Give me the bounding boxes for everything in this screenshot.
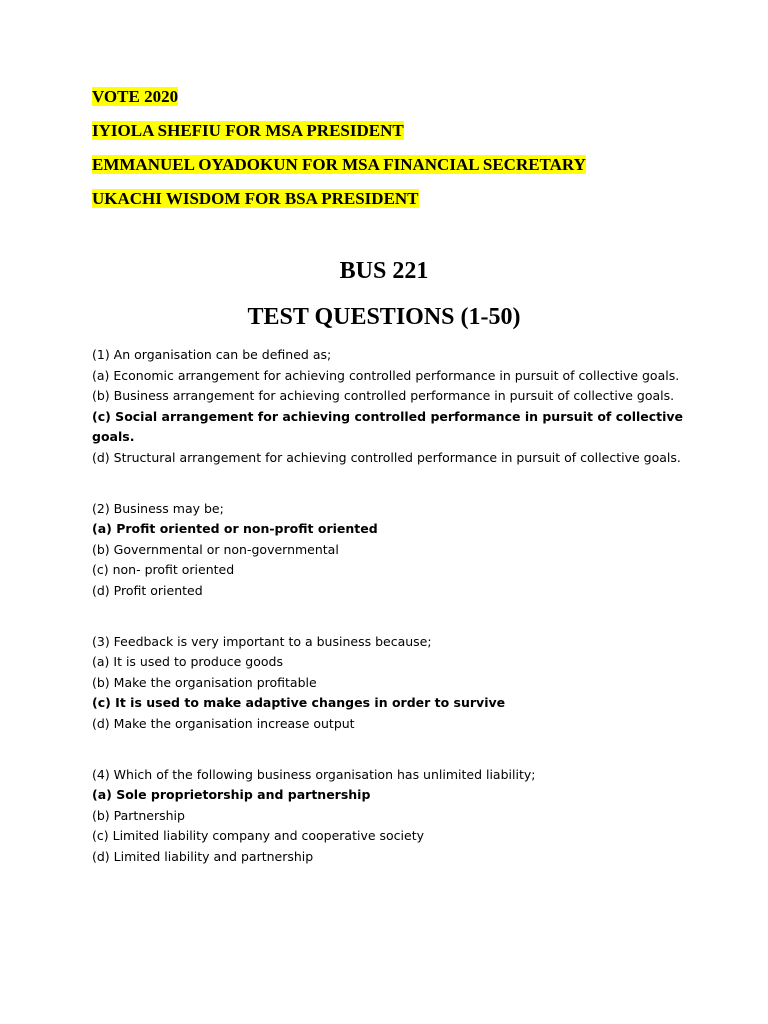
answer-option: (a) It is used to produce goods [92, 654, 283, 670]
course-title: BUS 221 [339, 258, 429, 284]
question-stem: (1) An organisation can be defined as; [92, 347, 332, 362]
answer-option-correct: (c) Social arrangement for achieving controlled performance in pursuit of collective goals. [92, 408, 684, 445]
campaign-banner [92, 86, 586, 222]
banner-line [92, 86, 586, 108]
question-stem: (4) Which of the following business organisation has unlimited liability; [92, 766, 536, 782]
answer-option: (b) Make the organisation profitable [92, 674, 317, 690]
answer-option: (d) Structural arrangement for achieving controlled performance in pursuit of collective goals. [92, 449, 681, 465]
answer-option: (d) Make the organisation increase output [92, 715, 355, 731]
banner-line [92, 120, 586, 142]
question-block [92, 632, 692, 735]
test-title: TEST QUESTIONS (1-50) [247, 304, 521, 330]
answer-option: (d) Limited liability and partnership [92, 848, 314, 864]
answer-option: (a) Economic arrangement for achieving controlled performance in pursuit of collective goals. [92, 367, 680, 383]
highlighted-text: IYIOLA SHEFIU FOR MSA PRESIDENT [92, 121, 404, 140]
question-stem: (2) Business may be; [92, 500, 224, 516]
banner-line [92, 154, 586, 176]
answer-option: (b) Business arrangement for achieving controlled performance in pursuit of collective goals. [92, 388, 675, 404]
question-block [92, 345, 692, 469]
question-stem: (3) Feedback is very important to a business because; [92, 633, 432, 649]
answer-option: (b) Governmental or non-governmental [92, 541, 339, 557]
question-list [92, 345, 692, 897]
answer-option: (c) Limited liability company and cooperative society [92, 828, 425, 844]
highlighted-text: VOTE 2020 [92, 87, 179, 106]
banner-line [92, 188, 586, 210]
answer-option-correct: (a) Sole proprietorship and partnership [92, 787, 371, 803]
answer-option: (b) Partnership [92, 807, 185, 823]
highlighted-text: EMMANUEL OYADOKUN FOR MSA FINANCIAL SECRETARY [92, 155, 586, 174]
answer-option: (c) non- profit oriented [92, 562, 235, 578]
highlighted-text: UKACHI WISDOM FOR BSA PRESIDENT [92, 189, 419, 208]
answer-option: (d) Profit oriented [92, 582, 203, 598]
answer-option-correct: (a) Profit oriented or non-profit oriented [92, 521, 378, 537]
question-block [92, 765, 692, 868]
question-block [92, 499, 692, 602]
answer-option-correct: (c) It is used to make adaptive changes in order to survive [92, 695, 506, 711]
